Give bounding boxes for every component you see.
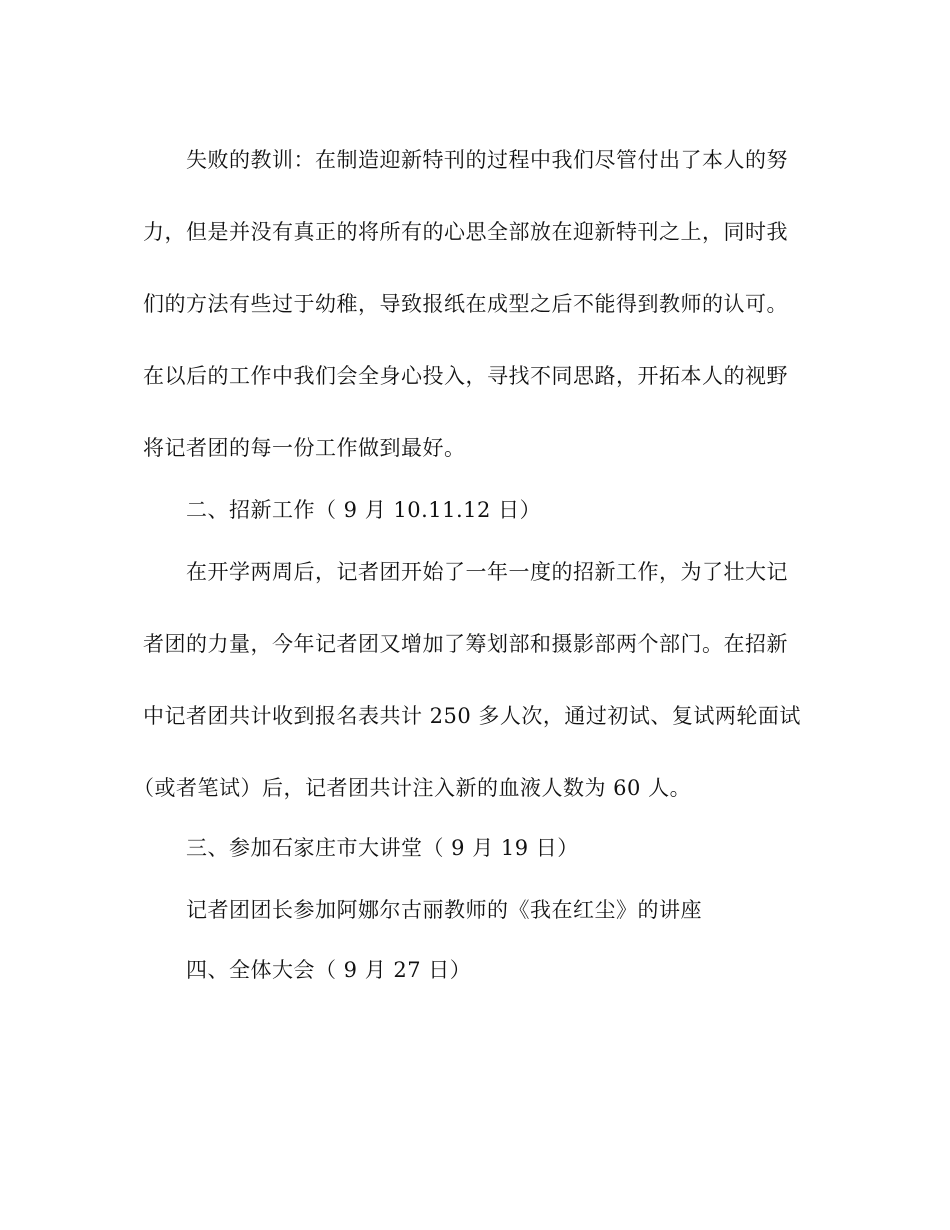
paragraph-line: 在开学两周后，记者团开始了一年一度的招新工作，为了壮大记 — [186, 560, 788, 584]
paragraph-line: 记者团团长参加阿娜尔古丽教师的《我在红尘》的讲座 — [186, 898, 702, 922]
paragraph-line: 将记者团的每一份工作做到最好。 — [143, 436, 466, 460]
section-heading-general-meeting: 四、全体大会（ 9 月 27 日） — [186, 958, 472, 982]
section-heading-recruitment: 二、招新工作（ 9 月 10.11.12 日） — [186, 498, 542, 522]
paragraph-line: 中记者团共计收到报名表共计 250 多人次，通过初试、复试两轮面试 — [143, 704, 801, 728]
paragraph-line: （或者笔试）后，记者团共计注入新的血液人数为 60 人。 — [133, 776, 692, 800]
paragraph-line: 者团的力量，今年记者团又增加了筹划部和摄影部两个部门。在招新 — [143, 632, 788, 656]
section-heading-lecture: 三、参加石家庄市大讲堂（ 9 月 19 日） — [186, 836, 579, 860]
paragraph-line: 们的方法有些过于幼稚，导致报纸在成型之后不能得到教师的认可。 — [143, 292, 788, 316]
paragraph-line: 力，但是并没有真正的将所有的心思全部放在迎新特刊之上，同时我 — [143, 220, 788, 244]
paragraph-line: 失败的教训：在制造迎新特刊的过程中我们尽管付出了本人的努 — [186, 148, 788, 172]
paragraph-line: 在以后的工作中我们会全身心投入，寻找不同思路，开拓本人的视野 — [143, 364, 788, 388]
